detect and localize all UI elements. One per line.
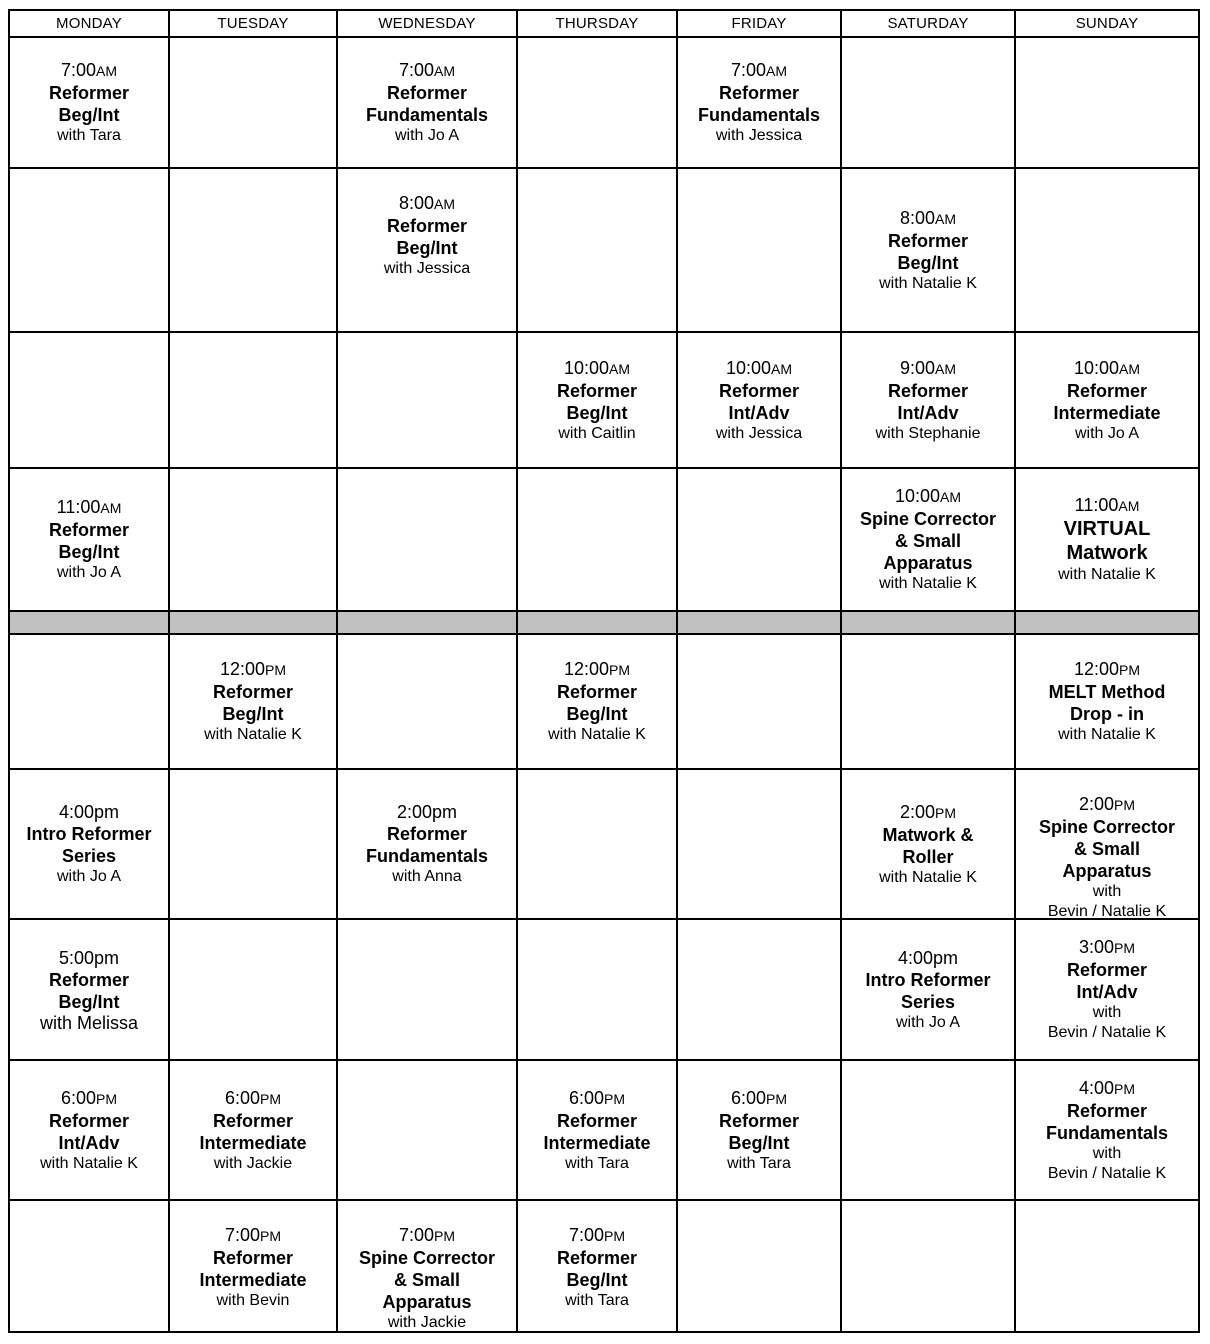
class-time [900, 801, 956, 824]
grid-row-line [8, 1059, 1200, 1061]
class-name: Beg/Int [222, 704, 284, 724]
class-time-suffix: AM [609, 360, 631, 377]
class-name: Reformer [212, 682, 294, 702]
class-cell [338, 169, 516, 331]
class-name: Matwork [1066, 542, 1148, 564]
class-time-value: 6:00 [730, 1087, 767, 1108]
class-cell [10, 770, 168, 918]
grid-row-line [8, 918, 1200, 920]
class-instructor: with Jessica [383, 260, 471, 277]
class-cell [678, 38, 840, 167]
class-time-value: 2:00pm [396, 802, 458, 822]
class-cell [170, 1201, 336, 1331]
class-instructor: with Natalie K [1058, 566, 1156, 583]
class-name: Int/Adv [897, 402, 959, 423]
grid-row-line [8, 331, 1200, 333]
class-time-value: 8:00 [899, 207, 936, 228]
class-name: & Small [393, 1270, 461, 1290]
class-instructor: with Natalie K [548, 726, 646, 743]
class-name: Reformer [718, 1110, 800, 1131]
class-name: & Small [894, 531, 962, 551]
class-time-value: 2:00 [1078, 794, 1115, 814]
class-instructor: with Bevin [216, 1292, 290, 1309]
class-name: Intermediate [199, 1270, 307, 1290]
class-name: MELT Method [1048, 682, 1166, 702]
midday-separator-band [8, 612, 1200, 633]
class-cell [518, 1061, 676, 1199]
class-cell [518, 1201, 676, 1331]
grid-row-line [8, 768, 1200, 770]
class-time [399, 192, 455, 215]
class-time-suffix: PM [1114, 797, 1136, 813]
class-time [895, 485, 961, 508]
grid-row-line [8, 467, 1200, 469]
class-cell [338, 38, 516, 167]
class-time-value: 4:00pm [897, 947, 959, 968]
class-instructor: with [1092, 883, 1122, 900]
class-name: Reformer [556, 380, 638, 401]
class-instructor: with Jackie [387, 1314, 467, 1331]
day-header-saturday: SATURDAY [887, 15, 969, 32]
grid-row-line [8, 1199, 1200, 1201]
class-time [1079, 936, 1135, 959]
class-name: Reformer [556, 1110, 638, 1131]
class-time [731, 59, 787, 82]
class-time-suffix: PM [604, 1228, 626, 1244]
class-cell [1016, 333, 1198, 467]
class-time-suffix: AM [935, 210, 957, 227]
grid-column-line [516, 9, 518, 1333]
class-time [564, 658, 630, 681]
class-time-value: 3:00 [1078, 937, 1115, 957]
class-time [61, 59, 117, 82]
class-name: Reformer [386, 216, 468, 236]
class-instructor: with Natalie K [879, 274, 977, 292]
class-time-suffix: PM [609, 662, 631, 678]
class-time [1074, 658, 1140, 681]
class-instructor: with [1092, 1004, 1122, 1021]
weekly-schedule-table [8, 9, 1200, 1333]
class-name: Reformer [48, 83, 130, 103]
class-cell [518, 333, 676, 467]
class-time-suffix: PM [766, 1090, 788, 1107]
class-time [726, 357, 792, 380]
class-time [1079, 1077, 1135, 1100]
day-header-sunday: SUNDAY [1075, 15, 1139, 32]
class-cell [170, 635, 336, 768]
class-name: Drop - in [1070, 704, 1144, 724]
class-name: & Small [1073, 839, 1141, 859]
class-name: Reformer [1066, 1100, 1148, 1121]
class-time [1079, 793, 1135, 816]
class-cell [10, 38, 168, 167]
class-instructor: with Jo A [895, 1013, 961, 1031]
class-name: Intro Reformer [26, 824, 152, 844]
class-name: Apparatus [382, 1292, 472, 1312]
class-cell [10, 469, 168, 610]
grid-column-line [1014, 9, 1016, 1333]
class-time [59, 801, 119, 823]
class-time [399, 59, 455, 82]
class-time-suffix: PM [935, 804, 957, 821]
class-time-value: 4:00pm [58, 802, 120, 822]
class-instructor: Bevin / Natalie K [1047, 1024, 1167, 1041]
class-time-suffix: AM [96, 63, 118, 79]
grid-row-line [8, 36, 1200, 38]
class-time-suffix: PM [604, 1090, 626, 1107]
day-header-monday: MONDAY [56, 15, 122, 32]
class-instructor: with Tara [727, 1154, 791, 1172]
class-time-suffix: AM [434, 63, 456, 79]
grid-column-line [840, 9, 842, 1333]
class-time [564, 357, 630, 380]
class-time-suffix: AM [100, 500, 122, 516]
class-time [225, 1087, 281, 1110]
class-name: Int/Adv [1076, 982, 1138, 1002]
class-instructor: with Jessica [715, 424, 803, 442]
class-time-suffix: PM [260, 1228, 282, 1244]
class-name: Int/Adv [58, 1132, 120, 1153]
class-name: Intermediate [543, 1132, 651, 1153]
day-header-friday: FRIDAY [731, 15, 787, 32]
class-instructor: with Jo A [56, 868, 122, 885]
grid-column-line [676, 9, 678, 1333]
class-instructor: with Anna [392, 868, 462, 885]
class-cell [10, 920, 168, 1059]
class-name: Int/Adv [728, 402, 790, 423]
class-name: Reformer [386, 824, 468, 844]
class-name: Reformer [386, 83, 468, 103]
class-time-value: 9:00 [899, 357, 936, 378]
class-time-value: 6:00 [568, 1087, 605, 1108]
class-cell [1016, 1061, 1198, 1199]
class-cell [10, 1061, 168, 1199]
class-time-value: 7:00 [730, 60, 767, 80]
class-cell [1016, 469, 1198, 610]
class-cell [842, 469, 1014, 610]
class-time [569, 1224, 625, 1247]
grid-column-line [336, 9, 338, 1333]
class-name: Beg/Int [566, 704, 628, 724]
class-time-suffix: PM [260, 1090, 282, 1107]
day-header-wednesday: WEDNESDAY [378, 15, 476, 32]
class-time-value: 11:00 [56, 497, 101, 517]
class-name: Reformer [1066, 380, 1148, 401]
class-time [220, 658, 286, 681]
class-cell [338, 1201, 516, 1331]
class-time [898, 947, 958, 969]
class-cell [842, 333, 1014, 467]
class-instructor: with Jo A [56, 564, 122, 581]
class-time [59, 947, 119, 969]
class-name: Roller [902, 846, 954, 867]
class-time-suffix: AM [434, 196, 456, 212]
class-time-suffix: PM [434, 1228, 456, 1244]
class-name: Fundamentals [697, 105, 821, 125]
class-name: Fundamentals [365, 105, 489, 125]
class-instructor: with Jackie [213, 1154, 293, 1172]
class-time [61, 1087, 117, 1110]
class-name: Reformer [556, 1248, 638, 1268]
class-name: Spine Corrector [1038, 817, 1176, 837]
grid-row-line [8, 167, 1200, 169]
class-time-suffix: AM [766, 63, 788, 79]
day-header-tuesday: TUESDAY [217, 15, 289, 32]
grid-column-line [1198, 9, 1200, 1333]
class-time [900, 207, 956, 230]
grid-row-line [8, 1331, 1200, 1333]
class-instructor: with Natalie K [879, 575, 977, 592]
class-time-value: 7:00 [60, 60, 97, 80]
class-cell [170, 1061, 336, 1199]
class-time [569, 1087, 625, 1110]
class-time-value: 11:00 [1074, 495, 1119, 515]
class-name: Beg/Int [58, 991, 120, 1012]
class-cell [842, 770, 1014, 918]
class-name: Reformer [48, 1110, 130, 1131]
class-name: Beg/Int [58, 542, 120, 562]
class-name: Spine Corrector [859, 509, 997, 529]
class-time-value: 6:00 [224, 1087, 261, 1108]
class-instructor: Bevin / Natalie K [1047, 903, 1167, 918]
class-name: Reformer [718, 380, 800, 401]
class-name: Beg/Int [897, 252, 959, 273]
class-name: Apparatus [883, 553, 973, 573]
class-name: Apparatus [1062, 861, 1152, 881]
class-time-suffix: AM [1119, 360, 1141, 377]
class-time-value: 2:00 [899, 801, 936, 822]
class-time-suffix: PM [1114, 940, 1136, 956]
class-time-value: 7:00 [568, 1225, 605, 1245]
class-time-value: 5:00pm [58, 947, 120, 968]
class-instructor: with Jo A [394, 127, 460, 144]
class-time-value: 7:00 [224, 1225, 261, 1245]
class-time-suffix: PM [265, 662, 287, 678]
class-time [900, 357, 956, 380]
class-instructor: Bevin / Natalie K [1047, 1164, 1167, 1182]
class-name: Beg/Int [566, 402, 628, 423]
class-cell [678, 1061, 840, 1199]
class-time-suffix: PM [1119, 662, 1141, 678]
grid-column-line [8, 9, 10, 1333]
class-instructor: with Tara [565, 1292, 629, 1309]
class-instructor: with Melissa [39, 1012, 139, 1033]
class-name: Series [61, 846, 117, 866]
class-time [397, 801, 457, 823]
class-time-suffix: AM [1118, 498, 1140, 514]
class-time-suffix: AM [940, 489, 962, 505]
class-time [225, 1224, 281, 1247]
grid-row-line [8, 633, 1200, 635]
class-time-suffix: AM [771, 360, 793, 377]
class-time-value: 7:00 [398, 60, 435, 80]
class-instructor: with Natalie K [1058, 726, 1156, 743]
class-time-value: 12:00 [563, 659, 610, 679]
grid-column-line [168, 9, 170, 1333]
class-name: Reformer [212, 1110, 294, 1131]
class-name: Matwork & [882, 824, 974, 845]
day-header-thursday: THURSDAY [555, 15, 639, 32]
class-time [399, 1224, 455, 1247]
class-instructor: with Caitlin [558, 424, 636, 442]
class-cell [1016, 635, 1198, 768]
grid-row-line [8, 610, 1200, 612]
class-time-value: 8:00 [398, 193, 435, 213]
class-name: Beg/Int [396, 238, 458, 258]
class-instructor: with Tara [57, 127, 121, 144]
class-cell [518, 635, 676, 768]
class-cell [338, 770, 516, 918]
class-cell [842, 169, 1014, 331]
class-name: Reformer [556, 682, 638, 702]
class-time [1075, 494, 1140, 517]
class-time-value: 10:00 [725, 357, 772, 378]
class-time-suffix: AM [935, 360, 957, 377]
class-name: Series [900, 991, 956, 1012]
class-cell [1016, 770, 1198, 918]
class-name: Beg/Int [728, 1132, 790, 1153]
class-instructor: with Natalie K [204, 726, 302, 743]
class-name: Reformer [1066, 960, 1148, 980]
class-cell [1016, 920, 1198, 1059]
class-time-value: 6:00 [60, 1087, 97, 1108]
class-time-suffix: PM [96, 1090, 118, 1107]
class-time [57, 496, 122, 519]
class-time-value: 10:00 [894, 486, 941, 506]
class-time-value: 12:00 [219, 659, 266, 679]
class-name: Reformer [887, 380, 969, 401]
class-instructor: with Natalie K [879, 868, 977, 886]
class-time-value: 4:00 [1078, 1077, 1115, 1098]
class-time [731, 1087, 787, 1110]
class-instructor: with Jessica [715, 127, 803, 144]
class-name: Reformer [48, 969, 130, 990]
class-instructor: with Jo A [1074, 424, 1140, 442]
class-name: Beg/Int [566, 1270, 628, 1290]
class-time-value: 10:00 [563, 357, 610, 378]
class-name: Reformer [48, 520, 130, 540]
class-instructor: with Stephanie [875, 424, 981, 442]
class-cell [678, 333, 840, 467]
class-time-value: 7:00 [398, 1225, 435, 1245]
class-name: Fundamentals [365, 846, 489, 866]
class-instructor: with Natalie K [40, 1154, 138, 1172]
class-cell [842, 920, 1014, 1059]
class-time-suffix: PM [1114, 1080, 1136, 1097]
class-time-value: 12:00 [1073, 659, 1120, 679]
class-name: Reformer [212, 1248, 294, 1268]
class-time-value: 10:00 [1073, 357, 1120, 378]
class-name: Reformer [887, 230, 969, 251]
class-name: Intermediate [1053, 402, 1161, 423]
class-time [1074, 357, 1140, 380]
class-name: Intro Reformer [865, 969, 991, 990]
class-instructor: with Tara [565, 1154, 629, 1172]
class-instructor: with [1092, 1144, 1122, 1162]
class-name: Spine Corrector [358, 1248, 496, 1268]
class-name: Beg/Int [58, 105, 120, 125]
class-name: Fundamentals [1045, 1122, 1169, 1143]
grid-row-line [8, 9, 1200, 11]
class-name: Intermediate [199, 1132, 307, 1153]
class-name: VIRTUAL [1063, 518, 1151, 540]
class-name: Reformer [718, 83, 800, 103]
